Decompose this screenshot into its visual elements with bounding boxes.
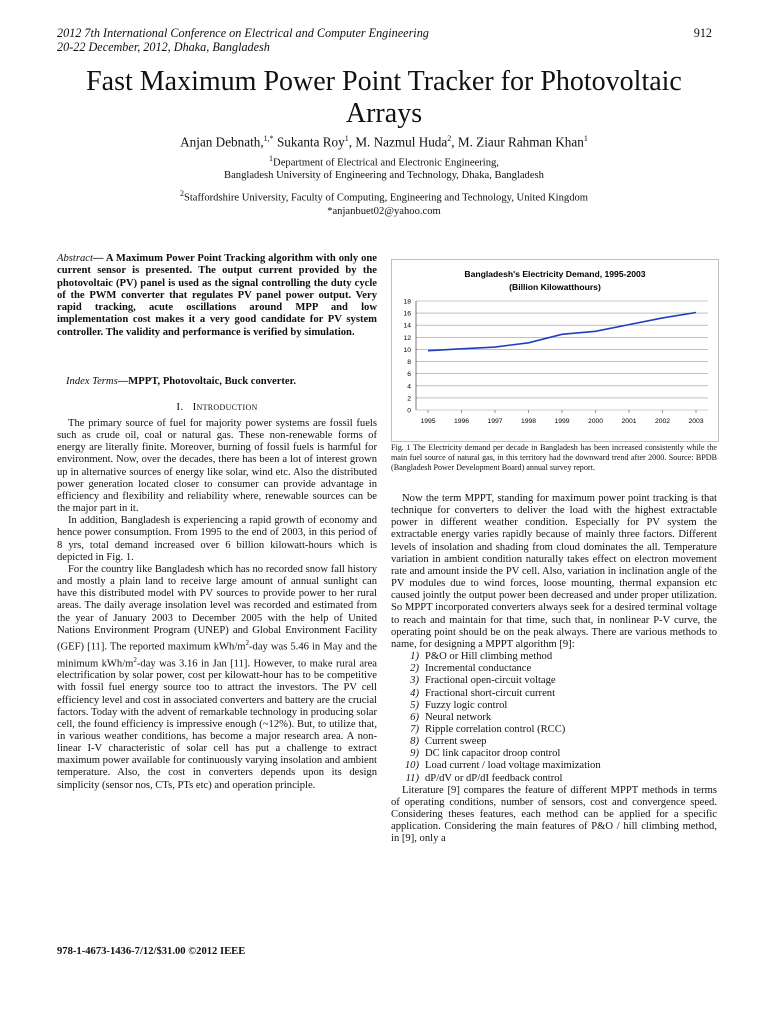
figure-caption: Fig. 1 The Electricity demand per decade in Bangladesh has been increased consistently while the main fuel source of natural gas, in this territory had the downward trend after 2000. Source: BPDB (Bangladesh Power Development Board) annual survey report. [391, 443, 717, 473]
x-tick-label: 1997 [487, 418, 503, 425]
mppt-method-item [391, 724, 717, 736]
x-tick-label: 1996 [453, 418, 470, 425]
index-terms-text: MPPT, Photovoltaic, Buck converter. [128, 376, 297, 387]
affiliation-text: Staffordshire University, Faculty of Computing, Engineering and Technology, United Kingdom [183, 192, 589, 204]
intro-text [57, 418, 377, 792]
mppt-method-item [391, 651, 717, 663]
conference-dates: 20-22 December, 2012, Dhaka, Bangladesh [57, 40, 270, 54]
electricity-demand-chart [392, 260, 718, 441]
index-terms [57, 376, 377, 387]
list-text: Fuzzy logic control [425, 699, 508, 711]
title-line-1: Fast Maximum Power Point Tracker for Photovoltaic [86, 66, 682, 97]
abstract [57, 253, 377, 339]
x-tick-label: 1995 [420, 418, 436, 425]
list-number: 11) [405, 772, 419, 784]
affiliation-sup: 2 [179, 189, 184, 198]
author-name: Anjan Debnath, [180, 134, 264, 150]
superscript: 2 [245, 638, 249, 647]
list-number: 5) [410, 699, 419, 711]
affiliation-sup: 1 [269, 154, 274, 163]
chart-subtitle: (Billion Kilowatthours) [509, 282, 601, 292]
author-name: Sukanta Roy [273, 134, 345, 150]
y-tick-label: 10 [403, 346, 411, 354]
abstract-text: A Maximum Power Point Tracking algorithm with only one current sensor is presented. The output current provided by the photovoltaic (PV) panel is used as the signal controlling the duty cycle of the PWM converter that regulates PV panel power output. Very rapid tracking, acute oscillations around MPP and low implementation cost makes it a very good candidate for PV system controller. The validity and performance is verified by simulation. [57, 253, 377, 338]
copyright-footer: 978-1-4673-1436-7/12/$31.00 ©2012 IEEE [57, 946, 246, 957]
mppt-method-item [391, 773, 717, 785]
mppt-method-item [391, 760, 717, 772]
x-tick-label: 1998 [520, 418, 537, 425]
list-text: Fractional open-circuit voltage [425, 675, 556, 687]
author-list [20, 130, 748, 150]
list-text: Current sweep [425, 736, 487, 748]
y-tick-label: 4 [407, 383, 411, 391]
author-name: , M. Ziaur Rahman Khan [451, 134, 584, 150]
chart-title: Bangladesh's Electricity Demand, 1995-2003 [464, 269, 646, 279]
list-number: 2) [410, 663, 419, 675]
y-tick-label: 0 [407, 407, 411, 415]
mppt-method-item [391, 748, 717, 760]
list-text: Fractional short-circuit current [425, 687, 556, 699]
text-run: -day was 3.16 in Jan [11]. However, to make rural area electrification by solar power, cost per kilowatt-hour has to be competitive with fossil fuel energy source too to attract the investors. The PV cell efficiency level and cost in associated converters and battery are the crucial factors. Today with the advent of remarkable technology in producing solar cell, the found efficiency is impressive enough (~12%). But, to utilize that, in various weather conditions, has become a major research area. A non-linear I-V characteristic of solar cell has put a challenge to extract maximum power available for continuously varying insolation and ambient temperature. Also, the cost in converters depends upon its design simplicity (sensor nos, CTs, PTs etc) and operation principle. [57, 658, 377, 791]
mppt-method-item [391, 675, 717, 687]
title-line-2: Arrays [345, 98, 423, 129]
y-tick-label: 12 [403, 334, 411, 342]
author-sup: 1,* [263, 134, 274, 143]
text-run: For the country like Bangladesh which has no recorded snow fall history and mostly a plain land to receive large amount of annual sunlight can have this distributed model with PV sources to provide power to her rural areas. The daily average insolation level was recorded and estimated from the year of January 2003 to December 2005 with the help of United Nations Environment Program (UNEP) and Global Environment Facility (GEF) [11]. The reported maximum kWh/m [57, 563, 377, 653]
list-number: 3) [410, 675, 419, 687]
affiliation-text: Department of Electrical and Electronic Engineering, [273, 157, 499, 169]
author-sup: 1 [344, 134, 349, 143]
list-text: DC link capacitor droop control [425, 748, 561, 760]
mppt-method-item [391, 736, 717, 748]
y-tick-label: 16 [403, 310, 411, 318]
section-heading [57, 401, 377, 413]
affiliation-2 [20, 187, 748, 205]
conference-name: 2012 7th International Conference on Electrical and Computer Engineering [57, 26, 429, 40]
y-tick-label: 18 [403, 298, 411, 306]
abstract-label: Abstract [57, 253, 93, 264]
text-run: -day was 5.46 in May and the minimum kWh/m [57, 641, 377, 670]
abstract-dash: — [92, 253, 106, 264]
list-text: Incremental conductance [425, 663, 532, 675]
mppt-method-item [391, 688, 717, 700]
y-tick-label: 8 [407, 359, 411, 367]
list-text: Load current / load voltage maximization [425, 760, 601, 772]
x-axis-ticks [420, 410, 703, 425]
paragraph: Literature [9] compares the feature of different MPPT methods in terms of operating conditions, number of sensors, cost and convergence speed. Considering theses features, each method can be applied for a specific application. Considering the main features of P&O / hill climbing method, in [9], only a [391, 784, 717, 845]
affiliation-1-line-1 [20, 152, 748, 170]
list-number: 8) [410, 736, 419, 748]
index-terms-label: Index Terms [66, 376, 118, 387]
x-tick-label: 2000 [587, 418, 604, 425]
page-number: 912 [693, 26, 712, 40]
list-text: dP/dV or dP/dI feedback control [425, 772, 563, 784]
author-name: , M. Nazmul Huda [348, 134, 448, 150]
affiliation-1-line-2: Bangladesh University of Engineering and Technology, Dhaka, Bangladesh [224, 170, 544, 181]
paragraph: Now the term MPPT, standing for maximum power point tracking is that technique for converters to deliver the load with the highest extractable power in different weather condition. Especially for PV system the extractable energy varies rapidly because of mainly three factors. Different levels of insolation and shading from cloud dominates the all. Temperature variation in ambient condition naturally takes effect on electron movement rate and amount inside the PV cell. Also, variation in inclination angle of the PV modules due to wind forces, loose mounting, thermal expansion etc caused jointly the output power been decreased and under proper utilization. So MPPT incorporated converters always seek for a desired terminal voltage to reach and maintain for that time, such that, in nonlinear P-V curve, the operating point should be on the peak always. There are various methods to name, for designing a MPPT algorithm [9]: [391, 493, 717, 650]
index-terms-dash: — [117, 376, 129, 387]
mppt-methods-list [391, 651, 717, 785]
y-tick-label: 14 [403, 322, 411, 330]
y-tick-label: 2 [407, 395, 411, 403]
mppt-method-item [391, 712, 717, 724]
list-number: 6) [410, 711, 419, 723]
x-tick-label: 1999 [554, 418, 570, 425]
mppt-text [391, 493, 717, 846]
list-text: Neural network [425, 711, 492, 723]
list-number: 1) [410, 651, 419, 663]
paragraph [57, 564, 377, 792]
x-tick-label: 2003 [688, 418, 704, 425]
mppt-method-item [391, 700, 717, 712]
x-tick-label: 2001 [621, 418, 637, 425]
section-title: Introduction [192, 401, 258, 413]
figure-1 [391, 259, 719, 442]
y-tick-label: 6 [407, 371, 411, 379]
author-sup: 1 [583, 134, 588, 143]
paper-title [20, 66, 748, 130]
author-email: *anjanbuet02@yahoo.com [327, 206, 441, 217]
superscript: 2 [133, 655, 137, 664]
list-number: 10) [404, 760, 419, 772]
demand-series-line [428, 313, 696, 351]
paragraph: In addition, Bangladesh is experiencing a rapid growth of economy and hence power consumption. From 1995 to the end of 2003, in this period of 8 yrs, total demand increased over 6 billion kilowatt-hours which is depicted in Fig. 1. [57, 515, 377, 563]
author-sup: 2 [447, 134, 452, 143]
y-axis-ticks [403, 299, 411, 415]
list-number: 7) [410, 723, 419, 735]
mppt-method-item [391, 663, 717, 675]
list-number: 4) [410, 687, 419, 699]
x-tick-label: 2002 [654, 418, 671, 425]
list-number: 9) [410, 748, 419, 760]
chart-series [428, 313, 696, 351]
section-number: I. [176, 401, 184, 413]
paragraph: The primary source of fuel for majority power systems are fossil fuels such as crude oil, coal or natural gas. These non-renewable forms of energy are literally finite. Moreover, burning of fossil fuels is harmful for environment. Now, over the decades, there has been a lot of interest grown up in alternative sources of energy like solar, wind etc. Also the distributed power generation located closer to consumer can provide advantage in efficiency and flexibility and reliability where, renewable sources can be the major part in it. [57, 418, 377, 515]
list-text: P&O or Hill climbing method [425, 651, 553, 663]
list-text: Ripple correlation control (RCC) [425, 723, 566, 735]
